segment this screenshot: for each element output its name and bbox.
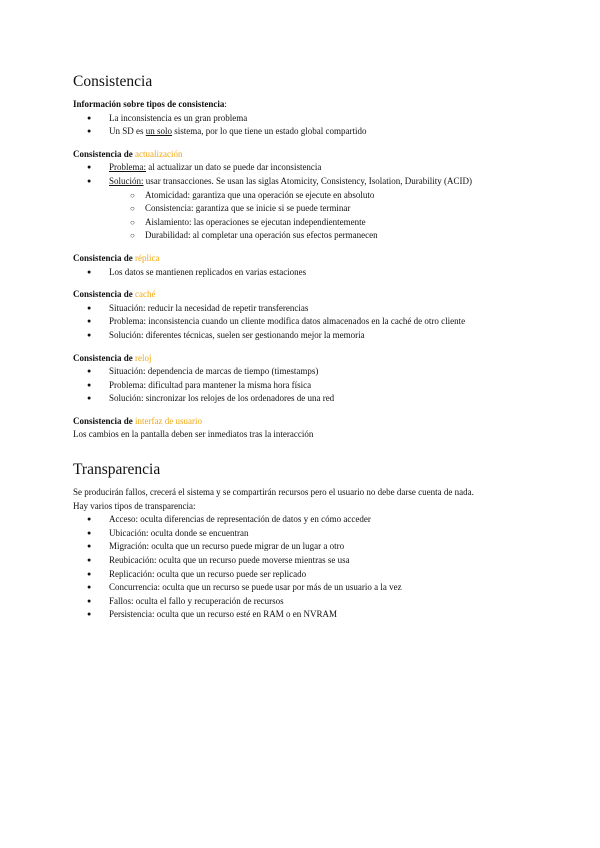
- list-item: ● La inconsistencia es un gran problema: [73, 112, 533, 126]
- list-item: ● Reubicación: oculta que un recurso puede moverse mientras se usa: [73, 554, 533, 568]
- replica-block: [73, 252, 533, 279]
- heading-prefix: Consistencia de: [73, 252, 136, 263]
- list-item: ● Concurrencia: oculta que un recurso se puede usar por más de un usuario a la vez: [73, 581, 533, 595]
- list-item: ● Problema: dificultad para mantener la misma hora física: [73, 379, 533, 393]
- list-item: ● Problema: inconsistencia cuando un cliente modifica datos almacenados en la caché de otro cliente: [73, 315, 533, 329]
- transparencia-intro: Se producirán fallos, crecerá el sistema y se compartirán recursos pero el usuario no debe darse cuenta de nada.: [73, 487, 474, 498]
- interfaz-block: [73, 415, 533, 442]
- item-text: al actualizar un dato se puede dar inconsistencia: [146, 162, 322, 173]
- list-item: ● Acceso: oculta diferencias de representación de datos y en cómo acceder: [73, 513, 533, 527]
- list-item: ● Replicación: oculta que un recurso puede ser replicado: [73, 568, 533, 582]
- underlined-text: Problema:: [109, 162, 146, 173]
- interfaz-text: Los cambios en la pantalla deben ser inmediatos tras la interacción: [73, 429, 314, 440]
- list-item: ● Solución: diferentes técnicas, suelen ser gestionando mejor la memoria: [73, 329, 533, 343]
- actualizacion-block: [73, 148, 533, 243]
- cache-list: [73, 302, 533, 343]
- section-title-transparencia: Transparencia: [73, 461, 161, 479]
- info-block: [73, 98, 533, 139]
- list-item: ● Fallos: oculta el fallo y recuperación de recursos: [73, 595, 533, 609]
- list-item: ● Solución: sincronizar los relojes de los ordenadores de una red: [73, 392, 533, 406]
- heading-prefix: Consistencia de: [73, 415, 136, 426]
- transparencia-intro-2: Hay varios tipos de transparencia:: [73, 500, 196, 511]
- list-item: ● Ubicación: oculta donde se encuentran: [73, 527, 533, 541]
- reloj-heading: [73, 352, 533, 366]
- list-item: [73, 175, 533, 189]
- underlined-text: un solo: [145, 126, 173, 137]
- document-content: [73, 72, 533, 622]
- heading-accent: caché: [135, 289, 156, 300]
- replica-list: [73, 266, 533, 280]
- transparencia-block: [73, 486, 533, 622]
- sub-list-item: ○ Atomicidad: garantiza que una operación se ejecute en absoluto: [73, 189, 533, 203]
- heading-accent: réplica: [135, 252, 160, 263]
- list-item: [73, 161, 533, 175]
- list-item: ● Situación: dependencia de marcas de tiempo (timestamps): [73, 365, 533, 379]
- list-item: ● Persistencia: oculta que un recurso esté en RAM o en NVRAM: [73, 608, 533, 622]
- list-item: ● Los datos se mantienen replicados en varias estaciones: [73, 266, 533, 280]
- list-item: ● Situación: reducir la necesidad de repetir transferencias: [73, 302, 533, 316]
- item-text: sistema, por lo que tiene un estado global compartido: [172, 126, 367, 137]
- sub-list-item: ○ Aislamiento: las operaciones se ejecutan independientemente: [73, 216, 533, 230]
- cache-block: [73, 288, 533, 342]
- info-heading-colon: :: [224, 99, 227, 109]
- info-heading-text: Información sobre tipos de consistencia: [73, 99, 225, 109]
- item-text: usar transacciones. Se usan las siglas Atomicity, Consistency, Isolation, Durability (ACID): [143, 175, 473, 186]
- actualizacion-heading: [73, 148, 533, 162]
- info-list: [73, 112, 533, 139]
- sub-list-item: ○ Durabilidad: al completar una operación sus efectos permanecen: [73, 229, 533, 243]
- sub-list-item: ○ Consistencia: garantiza que se inicie si se puede terminar: [73, 202, 533, 216]
- heading-accent: interfaz de usuario: [135, 415, 202, 426]
- actualizacion-list: [73, 161, 533, 243]
- interfaz-heading: [73, 415, 533, 429]
- heading-accent: actualización: [135, 148, 183, 159]
- heading-prefix: Consistencia de: [73, 352, 136, 363]
- transparencia-list: [73, 513, 533, 622]
- cache-heading: [73, 288, 533, 302]
- reloj-list: [73, 365, 533, 406]
- heading-prefix: Consistencia de: [73, 148, 136, 159]
- section-title-consistencia: Consistencia: [73, 73, 153, 90]
- item-text: Un SD es: [109, 126, 146, 137]
- heading-accent: reloj: [135, 352, 152, 363]
- replica-heading: [73, 252, 533, 266]
- reloj-block: [73, 352, 533, 406]
- list-item: [73, 125, 533, 139]
- heading-prefix: Consistencia de: [73, 289, 136, 300]
- info-heading: [73, 98, 533, 112]
- list-item: ● Migración: oculta que un recurso puede migrar de un lugar a otro: [73, 540, 533, 554]
- underlined-text: Solución:: [109, 175, 144, 186]
